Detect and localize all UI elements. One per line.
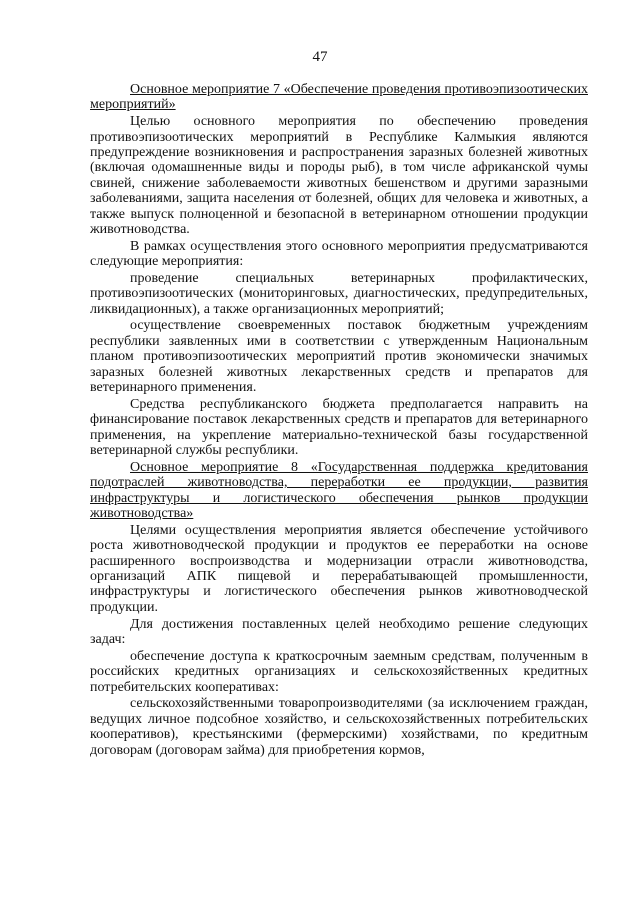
paragraph-measures-intro: В рамках осуществления этого основного мероприятия предусматриваются следующие мероприятия:: [90, 238, 588, 270]
paragraph-goal-activity-7: Целью основного мероприятия по обеспечению проведения противоэпизоотических мероприятий в Республике Калмыкия являются предупреждение возникновения и распространения заразных болезней животных (включая одомашненные виды и породы рыб), в том числе африканской чумы свиней, снижение заболеваемости животных бешенством и другими заразными заболеваниями, защита населения от болезней, общих для человека и животных, а также выпуск полноценной и безопасной в ветеринарном отношении продукции животноводства.: [90, 114, 588, 237]
page-number: 47: [312, 49, 328, 65]
paragraph-measure-2: осуществление своевременных поставок бюджетным учреждениям республики заявленных ими в соответствии с утвержденным Национальным планом противоэпизоотических мероприятий против экономически значимых заразных болезней животных лекарственных средств и препаратов для ветеринарного применения.: [90, 318, 588, 396]
paragraph-goals-activity-8: Целями осуществления мероприятия является обеспечение устойчивого роста животноводческой продукции и продуктов ее переработки на основе расширенного воспроизводства и модернизации отрасли животноводства, организаций АПК пищевой и перерабатывающей промышленности, инфраструктуры и логистического обеспечения рынков животноводческой продукции.: [90, 522, 588, 615]
paragraph-tasks-intro: Для достижения поставленных целей необходимо решение следующих задач:: [90, 616, 588, 647]
document-body: [90, 82, 588, 759]
heading-main-activity-8: Основное мероприятие 8 «Государственная поддержка кредитования подотраслей животноводства, переработки ее продукции, развития инфраструктуры и логистического обеспечения рынков продукции животноводства»: [90, 459, 588, 522]
paragraph-measure-1: проведение специальных ветеринарных профилактических, противоэпизоотических (мониторинговых, диагностических, предупредительных, ликвидационных), а также организационных мероприятий;: [90, 270, 588, 317]
paragraph-budget-funds: Средства республиканского бюджета предполагается направить на финансирование поставок лекарственных средств и препаратов для ветеринарного применения, на укрепление материально-технической базы государственной ветеринарной службы республики.: [90, 396, 588, 459]
paragraph-task-1-detail: сельскохозяйственными товаропроизводителями (за исключением граждан, ведущих личное подсобное хозяйство, и сельскохозяйственных потребительских кооперативов), крестьянскими (фермерскими) хозяйствами, по кредитным договорам (договорам займа) для приобретения кормов,: [90, 696, 588, 758]
paragraph-task-1: обеспечение доступа к краткосрочным заемным средствам, полученным в российских кредитных организациях и сельскохозяйственных кредитных потребительских кооперативах:: [90, 648, 588, 695]
heading-main-activity-7: Основное мероприятие 7 «Обеспечение проведения противоэпизоотических мероприятий»: [90, 82, 588, 113]
